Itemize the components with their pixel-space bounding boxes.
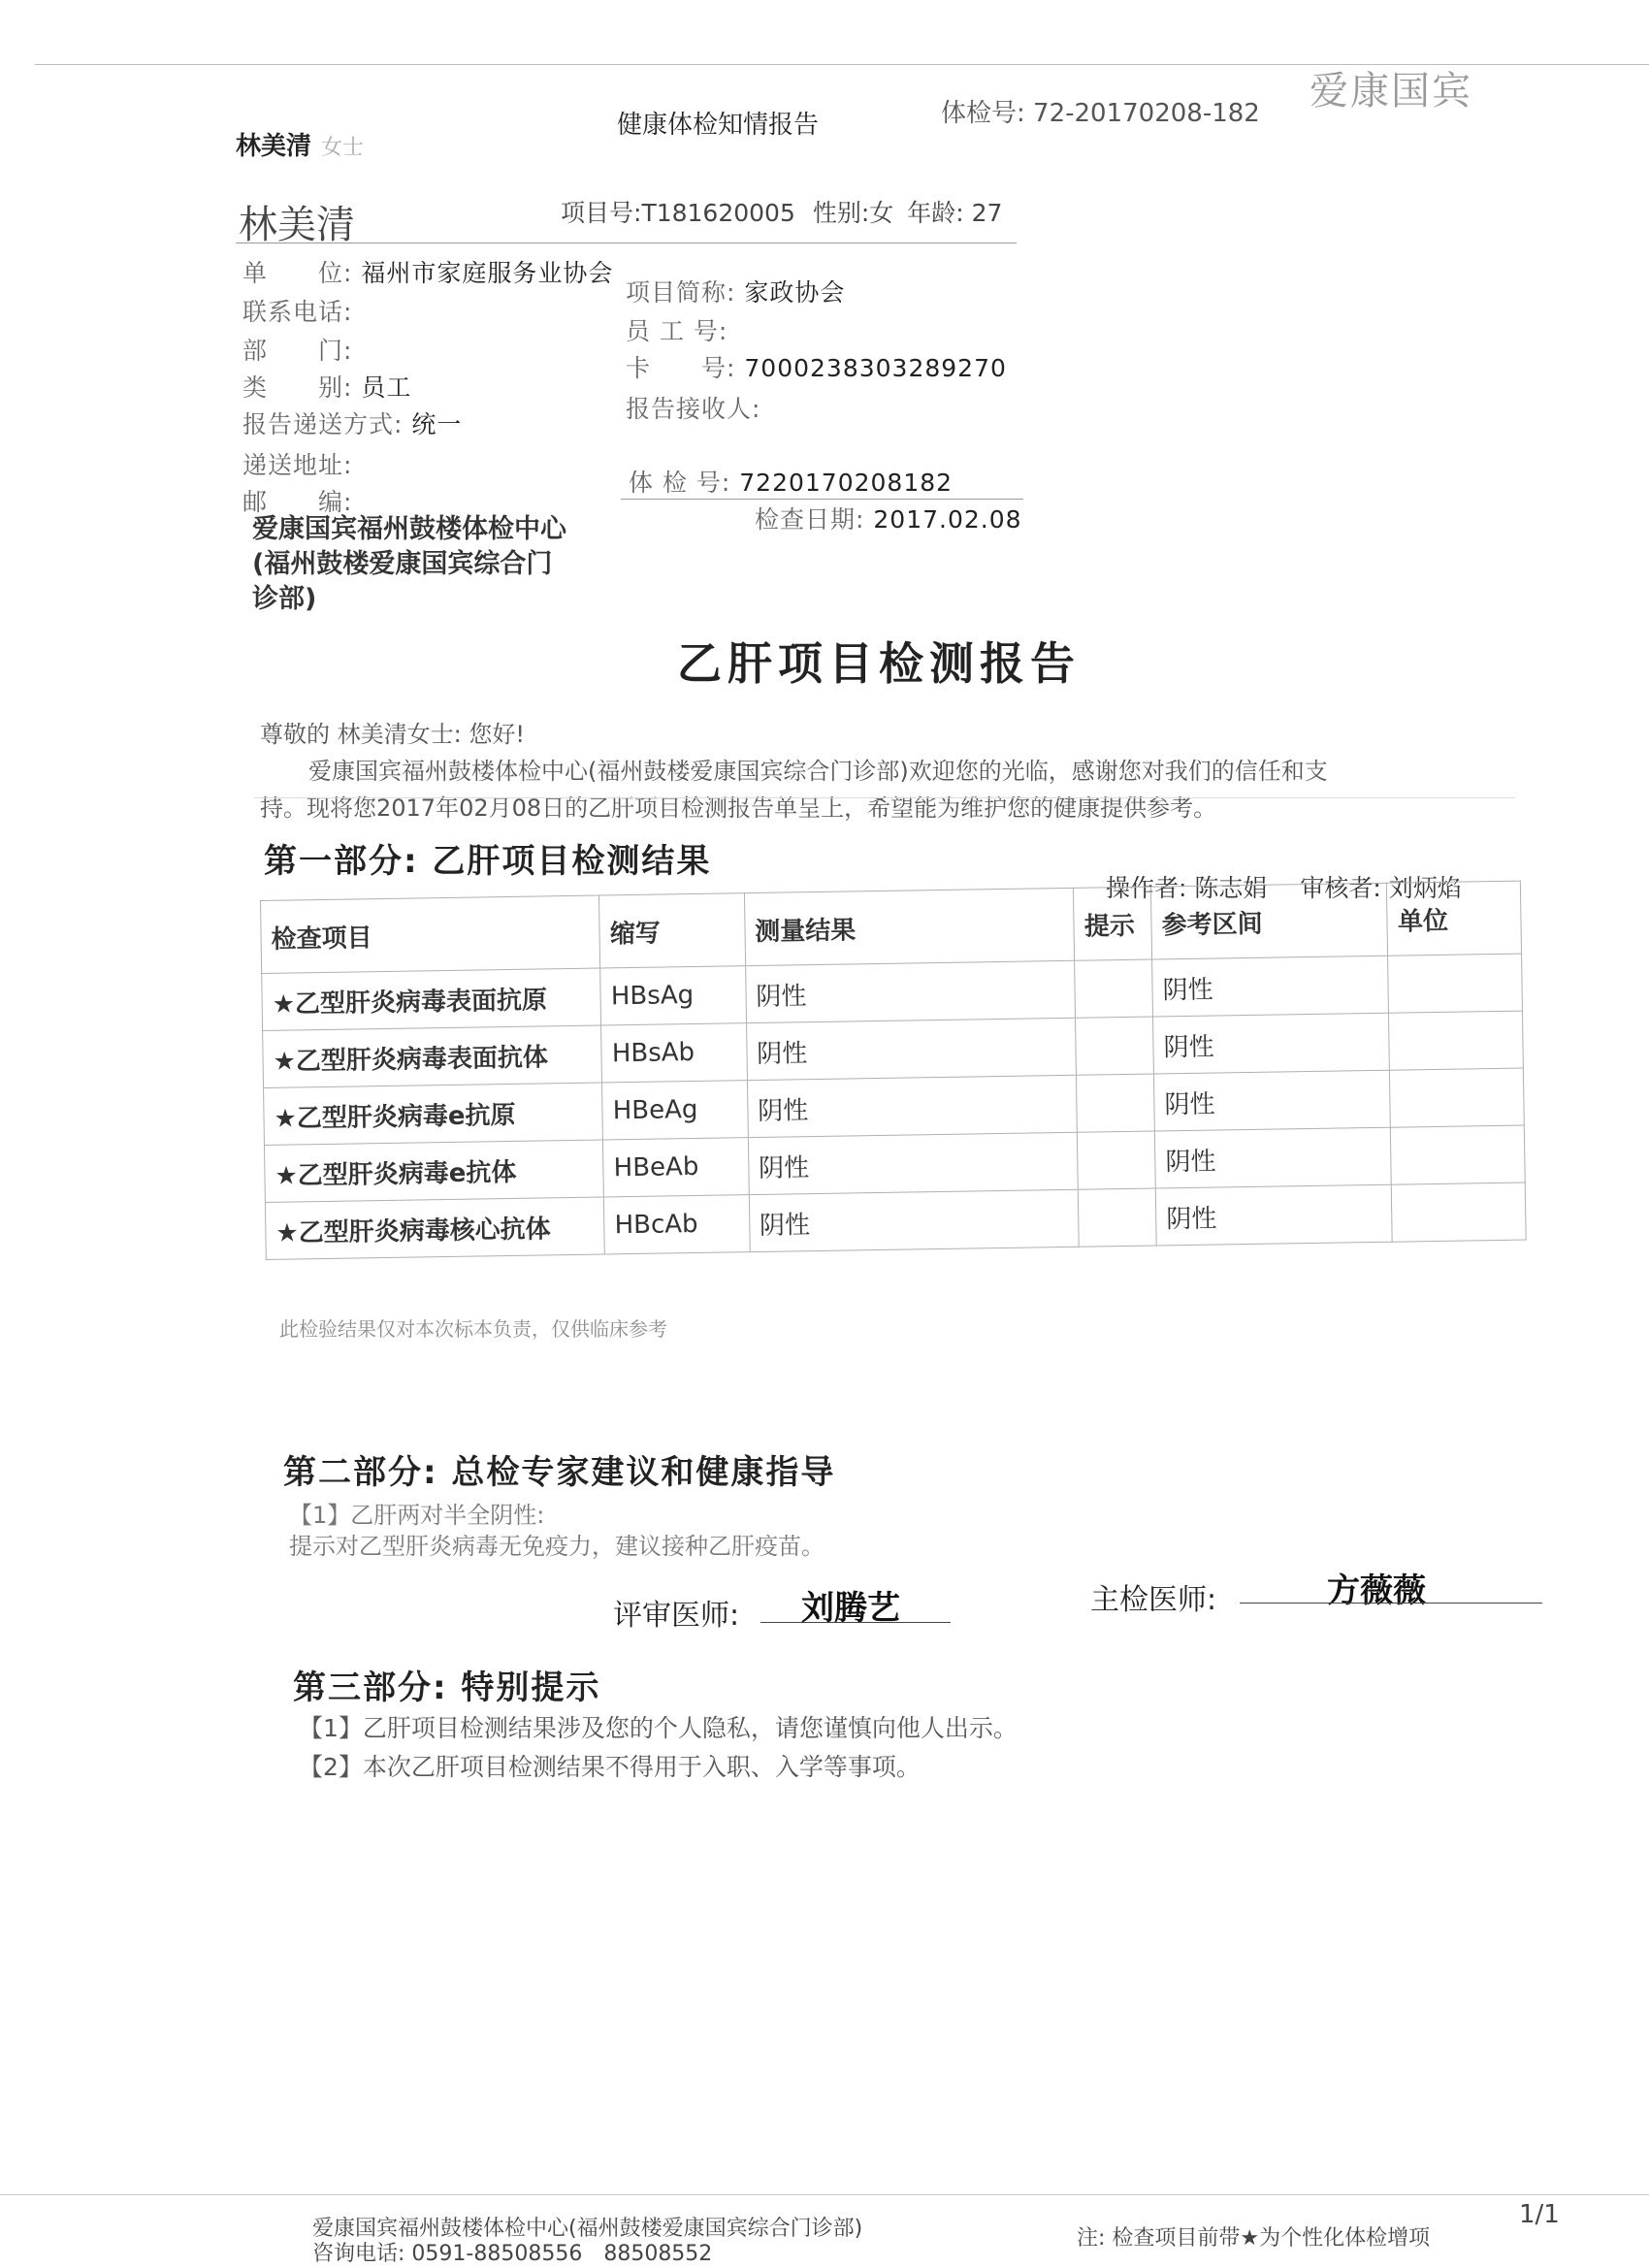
info-unit: 单 位: 福州市家庭服务业协会 (242, 259, 614, 287)
info-address: 递送地址: (242, 451, 353, 479)
info-exam-no: 体 检 号: 7220170208182 (629, 469, 954, 497)
result-note: 此检验结果仅对本次标本负责，仅供临床参考 (279, 1317, 667, 1341)
footer-note: 注: 检查项目前带★为个性化体检增项 (1077, 2226, 1431, 2251)
part2-advice: 【1】乙肝两对半全阴性: 提示对乙型肝炎病毒无免疫力，建议接种乙肝疫苗。 (289, 1502, 824, 1560)
footer-phone: 咨询电话: 0591-88508556 88508552 (312, 2242, 713, 2266)
info-category: 类 别: 员工 (242, 373, 412, 402)
cell-unit (1390, 1068, 1524, 1127)
cell-item: ★乙型肝炎病毒e抗体 (264, 1140, 603, 1202)
cell-result: 阴性 (745, 960, 1076, 1022)
cell-hint (1076, 1017, 1154, 1075)
info-employee-no: 员 工 号: (626, 317, 728, 345)
part1-title: 第一部分: 乙肝项目检测结果 (264, 842, 712, 881)
brand-logo: 爱康国宾 (1310, 69, 1472, 113)
cell-abbr: HBsAb (601, 1023, 747, 1083)
cell-ref: 阴性 (1153, 1013, 1390, 1074)
part3-title: 第三部分: 特别提示 (293, 1669, 601, 1707)
person-meta: 项目号:T181620005 性别:女 年龄: 27 (561, 199, 1003, 227)
cell-item: ★乙型肝炎病毒表面抗体 (263, 1025, 602, 1087)
results-table (260, 881, 1527, 1260)
cell-item: ★乙型肝炎病毒核心抗体 (265, 1197, 604, 1259)
info-exam-date: 检查日期: 2017.02.08 (755, 505, 1022, 534)
info-project-short: 项目简称: 家政协会 (626, 278, 846, 307)
cell-unit (1388, 954, 1522, 1013)
col-unit: 单位 (1387, 881, 1522, 956)
greeting: 尊敬的 林美清女士: 您好! 爱康国宾福州鼓楼体检中心(福州鼓楼爱康国宾综合门诊部)欢迎您的光临，感谢您对我们的信任和支 持。现将您2017年02月08日的乙肝项目检测报告单呈上，希望能为维护您的健康提供参考。 (260, 721, 1328, 822)
page-number: 1/1 (1519, 2200, 1560, 2229)
reviewer-label: 评审医师: (613, 1599, 740, 1633)
report-type: 健康体检知情报告 (617, 111, 820, 140)
part2-title: 第二部分: 总检专家建议和健康指导 (283, 1453, 836, 1492)
col-result: 测量结果 (744, 888, 1075, 965)
report-title: 乙肝项目检测报告 (677, 637, 1081, 690)
cell-unit (1391, 1125, 1525, 1184)
col-hint: 提示 (1074, 887, 1152, 960)
cell-abbr: HBsAg (600, 966, 746, 1025)
info-card-no: 卡 号: 7000238303289270 (626, 354, 1007, 382)
info-zip: 邮 编: (242, 488, 353, 516)
cell-hint (1077, 1074, 1155, 1132)
person-name: 林美清 (239, 203, 355, 247)
info-dept: 部 门: (242, 337, 353, 365)
center-name: 爱康国宾福州鼓楼体检中心 (福州鼓楼爱康国宾综合门 诊部) (252, 514, 566, 614)
cell-result: 阴性 (746, 1018, 1077, 1080)
col-item: 检查项目 (261, 895, 600, 973)
cell-abbr: HBeAg (602, 1081, 748, 1140)
cell-ref: 阴性 (1155, 1184, 1392, 1246)
cell-item: ★乙型肝炎病毒e抗原 (264, 1083, 603, 1145)
part1-operators: 操作者: 陈志娟 审核者: 刘炳焰 (1106, 874, 1462, 902)
col-ref: 参考区间 (1150, 883, 1388, 959)
cell-unit (1392, 1183, 1526, 1242)
part3-notes: 【1】乙肝项目检测结果涉及您的个人隐私，请您谨慎向他人出示。 【2】本次乙肝项目检测结果不得用于入职、入学等事项。 (299, 1714, 1018, 1781)
cell-hint (1079, 1188, 1157, 1247)
cell-hint (1075, 959, 1153, 1018)
cell-unit (1389, 1011, 1523, 1070)
cell-ref: 阴性 (1154, 1070, 1391, 1131)
header-name: 林美清 女士 (236, 132, 365, 161)
footer-center: 爱康国宾福州鼓楼体检中心(福州鼓楼爱康国宾综合门诊部) (312, 2217, 863, 2241)
chief-signature: 方薇薇 (1327, 1571, 1426, 1610)
cell-result: 阴性 (747, 1075, 1078, 1137)
info-delivery: 报告递送方式: 统一 (242, 410, 463, 438)
cell-item: ★乙型肝炎病毒表面抗原 (262, 968, 601, 1030)
info-phone: 联系电话: (242, 298, 353, 326)
chief-label: 主检医师: (1090, 1583, 1217, 1617)
reviewer-signature: 刘腾艺 (801, 1589, 900, 1628)
cell-ref: 阴性 (1152, 956, 1389, 1017)
info-receiver: 报告接收人: (626, 395, 761, 423)
cell-ref: 阴性 (1154, 1127, 1391, 1188)
cell-hint (1078, 1131, 1156, 1189)
cell-abbr: HBeAb (603, 1138, 749, 1197)
header-exam-no: 体检号: 72-20170208-182 (941, 99, 1260, 128)
cell-result: 阴性 (749, 1189, 1080, 1251)
cell-result: 阴性 (748, 1132, 1079, 1194)
col-abbr: 缩写 (599, 893, 746, 968)
cell-abbr: HBcAb (604, 1195, 750, 1254)
